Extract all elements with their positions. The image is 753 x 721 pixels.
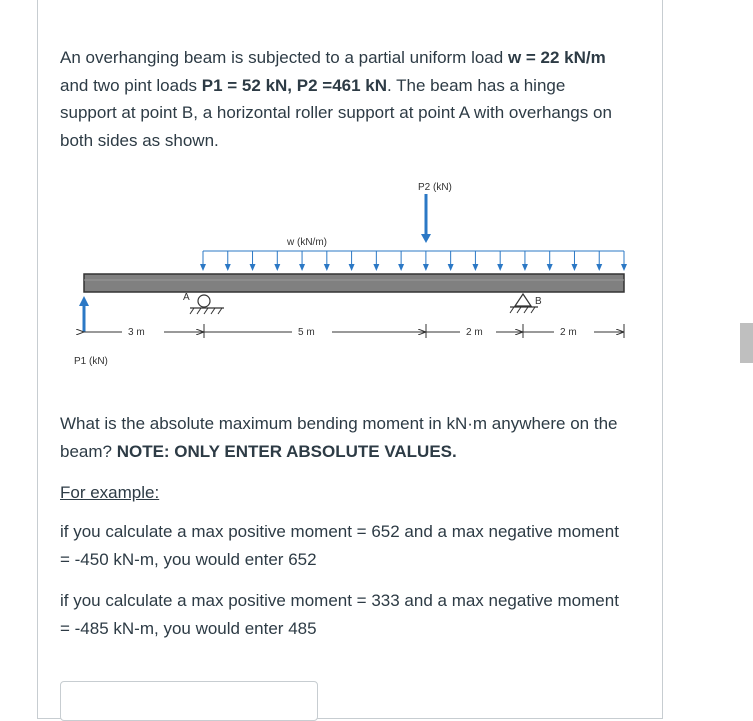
intro-w-value: w = 22 kN/m — [507, 48, 606, 67]
udl-arrow-head-icon — [200, 264, 206, 271]
answer-input[interactable] — [60, 681, 318, 721]
intro-text-3: . The beam has a hinge support at point B, a horizontal roller support at point A with overhangs on both sides as shown. — [60, 75, 612, 150]
support-b-label: B — [535, 296, 542, 307]
roller-support-a-icon — [190, 295, 224, 314]
support-a-label: A — [183, 292, 190, 303]
dim-2m-b: 2 m — [560, 327, 577, 338]
udl-arrow-head-icon — [250, 264, 256, 271]
udl-arrow-head-icon — [324, 264, 330, 271]
p2-label: P2 (kN) — [418, 182, 452, 193]
example-1: if you calculate a max positive moment = 652 and a max negative moment = -450 kN-m, you would enter 652 — [60, 522, 619, 569]
intro-p-values: P1 = 52 kN, P2 =461 kN — [201, 75, 388, 95]
udl-arrow-head-icon — [547, 264, 553, 271]
udl-arrow-head-icon — [522, 264, 528, 271]
udl-arrow-head-icon — [398, 264, 404, 271]
scrollbar-thumb[interactable] — [740, 323, 753, 363]
dim-3m: 3 m — [128, 327, 145, 338]
udl-arrow-head-icon — [423, 264, 429, 271]
question-text — [60, 410, 620, 465]
example-heading: For example: — [60, 483, 160, 502]
p1-arrow-icon — [79, 296, 89, 306]
udl-arrow-head-icon — [571, 264, 577, 271]
problem-intro — [60, 44, 620, 154]
udl-arrow-head-icon — [621, 264, 627, 271]
example-2: if you calculate a max positive moment = 333 and a max negative moment = -485 kN-m, you would enter 485 — [60, 591, 619, 638]
intro-text-2: and two pint loads — [60, 75, 202, 95]
hinge-support-b-icon — [510, 294, 538, 313]
udl-arrow-head-icon — [373, 264, 379, 271]
p2-arrow-icon — [421, 234, 431, 243]
udl-arrow-head-icon — [497, 264, 503, 271]
dim-5m: 5 m — [298, 327, 315, 338]
beam-diagram — [60, 172, 640, 372]
udl-arrow-head-icon — [225, 264, 231, 271]
beam — [84, 274, 624, 292]
udl-arrow-head-icon — [349, 264, 355, 271]
question-main: What is the absolute maximum bending moment in kN·m anywhere on the beam? — [60, 414, 618, 461]
dim-2m-a: 2 m — [466, 327, 483, 338]
intro-text-1: An overhanging beam is subjected to a partial uniform load — [60, 48, 508, 67]
udl-arrow-head-icon — [274, 264, 280, 271]
dimension-lines — [84, 324, 624, 338]
udl-arrows — [200, 251, 627, 271]
udl-arrow-head-icon — [472, 264, 478, 271]
udl-arrow-head-icon — [448, 264, 454, 271]
p1-label: P1 (kN) — [74, 356, 108, 367]
w-label: w (kN/m) — [287, 237, 327, 248]
question-note: NOTE: ONLY ENTER ABSOLUTE VALUES. — [116, 441, 457, 461]
udl-arrow-head-icon — [299, 264, 305, 271]
udl-arrow-head-icon — [596, 264, 602, 271]
